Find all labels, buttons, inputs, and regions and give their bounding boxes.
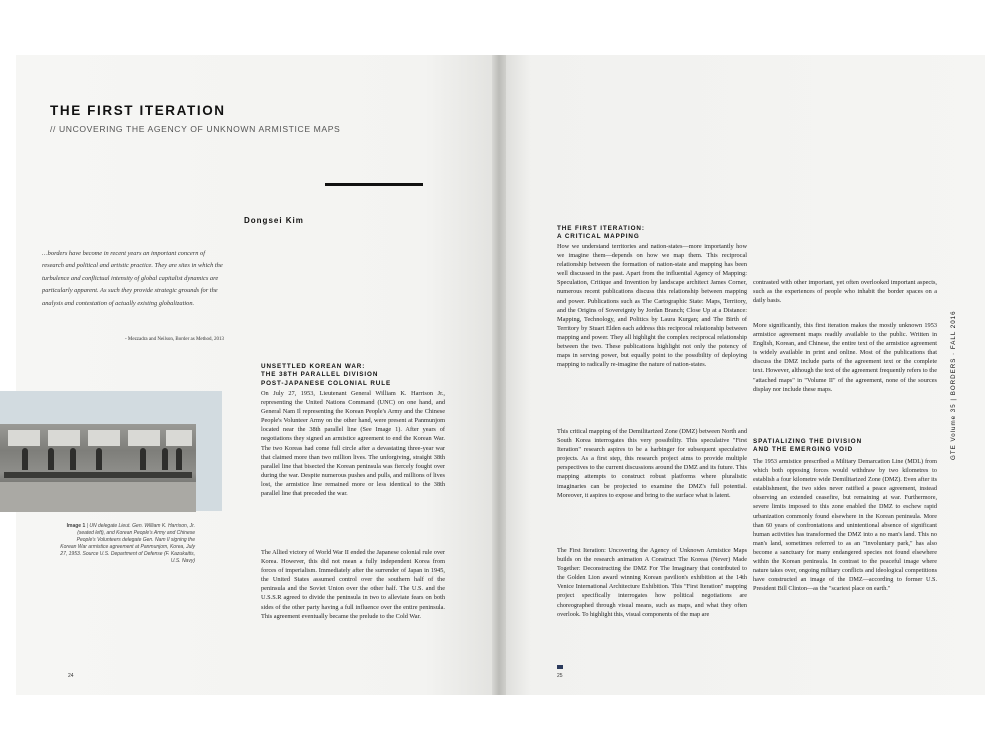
author-name: Dongsei Kim [244,216,304,225]
article-title: THE FIRST ITERATION [50,103,226,118]
right-col1-paragraph-1: How we understand territories and nation-states—more importantly how we imagine them—depends on how we map them. This reciprocal relationship between the formation of nation-state and mapping has been well discussed in the past. Apart from the influential Agency of Mapping: Speculation, Critique and Invention by landscape architect James Corner, numerous recent publications discuss this relationship between mapping and power. Publications such as The Cartographic State: Maps, Territory, and the Origins of Sovereignty by Jordan Branch; Close Up at a Distance: Mapping, Technology, and Politics by Laura Kurgan; and The Birth of Territory by Stuart Elden each address this reciprocal relationship between mapping and power. They all highlight the complex reciprocal relationship between the two. These publications highlight not only the potency of maps in serving power, but equally point to the possibility of deploying mapping to radically re-imagine the nature of nation-states. [557,243,747,369]
right-col2-paragraph-3: The 1953 armistice prescribed a Military Demarcation Line (MDL) from which both opposing forces would withdraw by two kilometres to establish a four kilometre wide Demilitarized Zone (DMZ). Even after its establishment, the two sides never ratified a peace agreement, instead observing an extended ceasefire, but remaining at war. Furthermore, severe limits imposed to this zone enabled the DMZ to eschew rapid urbanization commonly found elsewhere in the Korean peninsula. More than 60 years of confrontations and unintentional absence of significant human activities has transformed the DMZ into a no man's land. This no man's land, sometimes referred to as an "involuntary park," has also become a sanctuary for many endangered species not found elsewhere within the Korean peninsula. In contrast to the peaceful image where nature takes over, ongoing military conflicts and ideological competitions have constructed an image of the DMZ—according to former U.S. President Bill Clinton—as the "scariest place on earth." [753,458,937,593]
right-col1-paragraph-2: This critical mapping of the Demilitarized Zone (DMZ) between North and South Korea interrogates this very possibility. This speculative "First Iteration" research aspires to be a harbinger for subsequent speculative projects. As a first step, this research project aims to provide multiple perspectives to the current discussions around the DMZ and its future. This mapping attempts to construct robust platforms where pluralistic imaginaries can be projected to examine the DMZ's full potential. Moreover, it aspires to expose and bring to the surface what is latent. [557,428,747,499]
article-subtitle: // UNCOVERING THE AGENCY OF UNKNOWN ARMISTICE MAPS [50,124,341,134]
epigraph-source: - Mezzadra and Neilson, Border as Method, 2013 [125,337,224,342]
section-heading-line-1: UNSETTLED KOREAN WAR: [261,363,366,370]
page-number-right: 25 [557,673,563,679]
page-marker-right [557,665,563,669]
section-heading-critical-mapping [557,225,747,242]
body-paragraph-2: The Allied victory of World War II ended the Japanese colonial rule over Korea. However, this did not mean a fully independent Korea from forces of imperialism. Immediately after the surrender of Japan in 1945, the United States assumed control over the southern half of the peninsula and the Soviet Union over the other half. The U.S. and the U.S.S.R agreed to divide the peninsula in two to alleviate fears on both sides of the other party having a full influence over the entire peninsula. This agreement eventually became the prelude to the Cold War. [261,549,445,620]
right-col2-paragraph-2: More significantly, this first iteration makes the mostly unknown 1953 armistice agreement maps readily available to the public. Written in English, Korean, and Chinese, the entire text of the armistice agreement is widely available in print and online. Most of the publications that discuss the DMZ include parts of the agreement text or the complete text. However, although the text of the agreement frequently refers to the "attached maps" in "Volume II" of the agreement, none of the sources display nor include these maps. [753,322,937,393]
book-gutter [492,55,506,695]
heading-critical-line-1: THE FIRST ITERATION: [557,225,645,232]
heading-spatializing-line-1: SPATIALIZING THE DIVISION [753,438,863,445]
body-paragraph-1: On July 27, 1953, Lieutenant General William K. Harrison Jr., representing the United Nations Command (UNC) on one hand, and General Nam Il representing the Korean People's Army and the Chinese People's Volunteer Army on the other hand, were present at Panmunjom located near the 38th parallel line (See Image 1). After years of negotiations they signed an armistice agreement to end the Korean War. The two Koreas had come full circle after a devastating three-year war that claimed more than two million lives. The unforgiving, straight 38th parallel line that bisected the Korean peninsula was fiercely fought over during the war. Despite numerous pushes and pulls, and millions of lives lost, the armistice line remained more or less identical to the 38th parallel line that preceded the war. [261,390,445,498]
caption-label: Image 1 [66,523,86,529]
caption-text: | UN delegate Lieut. Gen. William K. Harrison, Jr. (seated left), and Korean People's Army and Chinese People's Volunteers delegate Gen. Nam Il signing the Korean War armistice agreement at Panmunjom, Korea, July 27, 1953. Source U.S. Department of Defense (F. Kazukaitis, U.S. Navy) [60,523,195,564]
page-number-left: 24 [68,673,74,679]
section-heading-line-2: THE 38TH PARALLEL DIVISION [261,371,379,379]
section-heading-line-3: POST-JAPANESE COLONIAL RULE [261,379,392,387]
armistice-signing-photo [0,424,196,512]
section-heading-spatializing [753,438,937,455]
right-col1-paragraph-3: The First Iteration: Uncovering the Agency of Unknown Armistice Maps builds on the research animation A Construct The Koreas (Never) Made Together: Deconstructing the DMZ For The Imaginary that contributed to the Golden Lion award winning Korean pavilion's exhibition at the 14th Venice International Architecture Exhibition. This "First Iteration" mapping project specifically interrogates how political negotiations are choreographed through visual means, such as maps, and what they often overlook. To highlight this, visual components of the map are [557,547,747,618]
image-caption [60,523,195,565]
heading-critical-line-2: A CRITICAL MAPPING [557,233,640,241]
heading-spatializing-line-2: AND THE EMERGING VOID [753,446,854,454]
epigraph-quote: …borders have become in recent years an important concern of research and political and artistic practice. They are sites in which the turbulence and conflictual intensity of global capitalist dynamics are particularly apparent. As such they provide strategic grounds for the analysis and contestation of actually existing globalization. [42,250,223,307]
right-col2-paragraph-1: contrasted with other important, yet often overlooked important aspects, such as the experiences of people who inhabit the border spaces on a daily basis. [753,279,937,305]
section-heading-korean-war [261,363,445,388]
running-footer-vertical: GTE Volume 35 | BORDERS · FALL 2016 [950,310,957,460]
title-rule [325,183,423,186]
